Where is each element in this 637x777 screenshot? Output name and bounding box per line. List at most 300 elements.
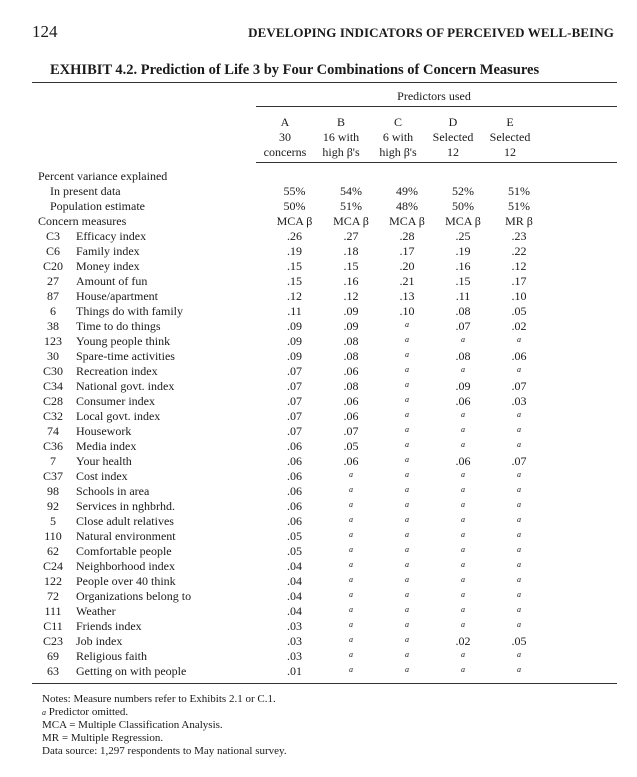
omitted-marker: a xyxy=(349,665,353,674)
omitted-marker: a xyxy=(517,335,521,344)
value-cell xyxy=(435,514,491,529)
value-cell xyxy=(379,574,435,589)
table-row xyxy=(38,274,547,289)
value-cell: .05 xyxy=(511,634,527,648)
omitted-marker: a xyxy=(405,605,409,614)
value-cell xyxy=(435,619,491,634)
measure-number: C34 xyxy=(42,379,63,393)
omitted-marker: a xyxy=(405,320,409,329)
section-label: Percent variance explained xyxy=(38,169,168,183)
value-cell xyxy=(379,349,435,364)
note-line: Data source: 1,297 respondents to May national survey. xyxy=(42,745,287,757)
data-table xyxy=(38,169,547,679)
column-header-line3: 12 xyxy=(447,145,459,159)
coef-label: MCA β xyxy=(333,214,369,228)
value-cell xyxy=(379,469,435,484)
omitted-marker: a xyxy=(517,605,521,614)
omitted-marker: a xyxy=(517,425,521,434)
table-row xyxy=(38,364,547,379)
measure-number: 87 xyxy=(47,289,59,303)
omitted-marker: a xyxy=(517,575,521,584)
value-cell: .05 xyxy=(511,304,527,318)
omitted-marker: a xyxy=(461,575,465,584)
omitted-marker: a xyxy=(461,470,465,479)
value-cell xyxy=(379,499,435,514)
table-row xyxy=(38,244,547,259)
omitted-marker: a xyxy=(405,665,409,674)
omitted-marker: a xyxy=(349,560,353,569)
value-cell: .11 xyxy=(287,304,302,318)
omitted-marker: a xyxy=(461,530,465,539)
omitted-marker: a xyxy=(349,575,353,584)
omitted-marker: a xyxy=(405,410,409,419)
measure-label: Friends index xyxy=(76,619,142,633)
column-header-line3: high β's xyxy=(379,145,417,159)
value-cell xyxy=(491,559,547,574)
measure-number: C37 xyxy=(42,469,63,483)
value-cell xyxy=(491,424,547,439)
column-header-letter: E xyxy=(506,115,514,129)
measure-number: 74 xyxy=(47,424,59,438)
omitted-marker: a xyxy=(517,500,521,509)
value-cell: .12 xyxy=(511,259,527,273)
notes xyxy=(42,693,287,758)
value-cell xyxy=(379,379,435,394)
measure-number: 72 xyxy=(47,589,59,603)
value-cell: .07 xyxy=(511,379,527,393)
measure-label: Getting on with people xyxy=(76,664,187,678)
value-cell: 49% xyxy=(396,184,418,198)
value-cell xyxy=(323,544,379,559)
omitted-marker: a xyxy=(405,395,409,404)
measure-number: 63 xyxy=(47,664,59,678)
value-cell: .19 xyxy=(455,244,471,258)
column-header-line3: high β's xyxy=(322,145,360,159)
value-cell: .03 xyxy=(287,634,302,648)
value-cell: .06 xyxy=(455,454,471,468)
omitted-marker: a xyxy=(517,410,521,419)
column-header-letter: C xyxy=(393,115,402,129)
measure-label: Efficacy index xyxy=(76,229,147,243)
measure-label: Young people think xyxy=(76,334,171,348)
column-header-letter: D xyxy=(448,115,458,129)
value-cell: .26 xyxy=(287,229,302,243)
measure-label: People over 40 think xyxy=(76,574,176,588)
group-header: Predictors used xyxy=(397,89,471,103)
measure-label: Comfortable people xyxy=(76,544,172,558)
measure-number: 122 xyxy=(44,574,62,588)
value-cell: .10 xyxy=(511,289,527,303)
value-cell: .04 xyxy=(287,559,302,573)
omitted-marker: a xyxy=(349,605,353,614)
value-cell: .07 xyxy=(343,424,359,438)
value-cell xyxy=(323,559,379,574)
omitted-marker: a xyxy=(349,530,353,539)
measure-label: Things do with family xyxy=(76,304,183,318)
value-cell: .05 xyxy=(343,439,359,453)
omitted-marker: a xyxy=(517,650,521,659)
value-cell xyxy=(491,469,547,484)
value-cell xyxy=(379,334,435,349)
measure-label: Job index xyxy=(76,634,123,648)
omitted-marker: a xyxy=(461,485,465,494)
value-cell: .23 xyxy=(511,229,527,243)
value-cell: .06 xyxy=(343,454,359,468)
value-cell: .08 xyxy=(455,349,471,363)
value-cell xyxy=(379,394,435,409)
value-cell xyxy=(379,454,435,469)
coef-label: MCA β xyxy=(389,214,425,228)
value-cell xyxy=(491,589,547,604)
value-cell xyxy=(323,514,379,529)
value-cell xyxy=(491,604,547,619)
measure-label: Close adult relatives xyxy=(76,514,174,528)
measure-label: Religious faith xyxy=(76,649,147,663)
value-cell xyxy=(435,499,491,514)
value-cell: .20 xyxy=(399,259,415,273)
value-cell xyxy=(491,544,547,559)
omitted-marker: a xyxy=(517,590,521,599)
omitted-marker: a xyxy=(349,545,353,554)
value-cell: .28 xyxy=(399,229,415,243)
omitted-marker: a xyxy=(461,425,465,434)
value-cell: .18 xyxy=(343,244,359,258)
value-cell: .06 xyxy=(287,499,302,513)
value-cell: .21 xyxy=(399,274,415,288)
value-cell: 54% xyxy=(340,184,362,198)
omitted-marker: a xyxy=(517,515,521,524)
value-cell xyxy=(491,529,547,544)
value-cell: .06 xyxy=(287,439,302,453)
measure-number: 7 xyxy=(50,454,56,468)
value-cell: .09 xyxy=(343,304,359,318)
column-header-letter: A xyxy=(280,115,290,129)
table-row xyxy=(38,589,547,604)
value-cell xyxy=(323,649,379,664)
measure-number: 27 xyxy=(47,274,59,288)
value-cell xyxy=(491,439,547,454)
omitted-marker: a xyxy=(517,440,521,449)
value-cell xyxy=(435,664,491,679)
value-cell: .08 xyxy=(455,304,471,318)
row-label: In present data xyxy=(50,184,121,198)
column-header-line2: Selected xyxy=(432,130,474,144)
omitted-marker: a xyxy=(349,500,353,509)
value-cell: .02 xyxy=(511,319,527,333)
measure-label: Services in nghbrhd. xyxy=(76,499,175,513)
measure-number: C11 xyxy=(43,619,63,633)
measure-label: Organizations belong to xyxy=(76,589,192,603)
value-cell xyxy=(379,424,435,439)
table-row xyxy=(38,454,547,469)
value-cell: .03 xyxy=(287,649,302,663)
table-row xyxy=(38,574,547,589)
value-cell: .08 xyxy=(343,334,359,348)
measure-label: Family index xyxy=(76,244,140,258)
value-cell: .08 xyxy=(343,349,359,363)
value-cell: .16 xyxy=(455,259,471,273)
value-cell xyxy=(323,574,379,589)
value-cell: .11 xyxy=(455,289,471,303)
value-cell xyxy=(379,604,435,619)
omitted-marker: a xyxy=(405,335,409,344)
omitted-marker: a xyxy=(517,530,521,539)
value-cell xyxy=(379,364,435,379)
note-line: Notes: Measure numbers refer to Exhibits 2.1 or C.1. xyxy=(42,693,276,705)
table-row xyxy=(38,619,547,634)
top-rule xyxy=(32,82,617,83)
measure-label: Your health xyxy=(76,454,132,468)
value-cell: .07 xyxy=(287,409,302,423)
value-cell: .07 xyxy=(287,379,302,393)
value-cell: .07 xyxy=(287,394,302,408)
measure-number: C20 xyxy=(42,259,63,273)
empty-cell xyxy=(323,169,379,184)
value-cell xyxy=(435,649,491,664)
measure-label: Amount of fun xyxy=(76,274,148,288)
value-cell xyxy=(379,664,435,679)
measure-number: 92 xyxy=(47,499,59,513)
measure-number: 62 xyxy=(47,544,59,558)
value-cell xyxy=(379,589,435,604)
value-cell: .09 xyxy=(287,349,302,363)
omitted-marker: a xyxy=(461,665,465,674)
empty-cell xyxy=(491,169,547,184)
omitted-marker: a xyxy=(405,500,409,509)
empty-cell xyxy=(435,169,491,184)
omitted-marker: a xyxy=(461,620,465,629)
table-row xyxy=(38,304,547,319)
value-cell xyxy=(379,409,435,424)
value-cell xyxy=(435,469,491,484)
measure-label: Consumer index xyxy=(76,394,155,408)
header-bottom-rule xyxy=(256,162,617,163)
value-cell xyxy=(491,499,547,514)
measure-label: Schools in area xyxy=(76,484,150,498)
value-cell: .15 xyxy=(287,259,302,273)
column-header-line2: 16 with xyxy=(322,130,360,144)
value-cell: .03 xyxy=(511,394,527,408)
table-row xyxy=(38,379,547,394)
value-cell: .06 xyxy=(511,349,527,363)
value-cell: .12 xyxy=(287,289,302,303)
value-cell xyxy=(435,364,491,379)
value-cell xyxy=(323,619,379,634)
value-cell: .07 xyxy=(511,454,527,468)
omitted-marker: a xyxy=(42,708,46,717)
omitted-marker: a xyxy=(461,410,465,419)
value-cell xyxy=(435,604,491,619)
value-cell: .09 xyxy=(455,379,471,393)
value-cell xyxy=(435,424,491,439)
value-cell: .06 xyxy=(343,394,359,408)
value-cell: .09 xyxy=(287,334,302,348)
omitted-marker: a xyxy=(517,545,521,554)
coef-label: MR β xyxy=(505,214,533,228)
table-row xyxy=(38,394,547,409)
row-label: Population estimate xyxy=(50,199,145,213)
table-row xyxy=(38,229,547,244)
value-cell: .16 xyxy=(343,274,359,288)
omitted-marker: a xyxy=(405,530,409,539)
table-row xyxy=(38,439,547,454)
value-cell: .09 xyxy=(343,319,359,333)
value-cell xyxy=(379,544,435,559)
value-cell xyxy=(379,649,435,664)
measure-number: 123 xyxy=(44,334,62,348)
variance-row xyxy=(38,184,547,199)
value-cell xyxy=(379,439,435,454)
measure-number: C23 xyxy=(42,634,63,648)
note-text: Predictor omitted. xyxy=(46,706,129,718)
omitted-marker: a xyxy=(405,485,409,494)
omitted-marker: a xyxy=(517,470,521,479)
value-cell xyxy=(379,619,435,634)
omitted-marker: a xyxy=(461,650,465,659)
omitted-marker: a xyxy=(517,665,521,674)
value-cell: 55% xyxy=(283,184,306,198)
value-cell: .06 xyxy=(287,454,302,468)
measure-number: 6 xyxy=(50,304,56,318)
value-cell xyxy=(491,334,547,349)
measure-label: Natural environment xyxy=(76,529,176,543)
measure-number: C3 xyxy=(45,229,60,243)
table-row xyxy=(38,259,547,274)
measure-number: 5 xyxy=(50,514,56,528)
value-cell xyxy=(323,604,379,619)
table-row xyxy=(38,499,547,514)
omitted-marker: a xyxy=(349,635,353,644)
value-cell: 51% xyxy=(508,199,530,213)
value-cell xyxy=(379,634,435,649)
omitted-marker: a xyxy=(461,545,465,554)
value-cell xyxy=(323,469,379,484)
measure-number: 38 xyxy=(47,319,59,333)
value-cell xyxy=(323,589,379,604)
omitted-marker: a xyxy=(405,380,409,389)
omitted-marker: a xyxy=(349,485,353,494)
value-cell: 51% xyxy=(508,184,530,198)
measure-label: Housework xyxy=(76,424,132,438)
omitted-marker: a xyxy=(349,470,353,479)
table-row xyxy=(38,604,547,619)
value-cell: .06 xyxy=(455,394,471,408)
note-line xyxy=(42,706,287,719)
table-row xyxy=(38,289,547,304)
value-cell: .15 xyxy=(343,259,359,273)
value-cell: 48% xyxy=(396,199,418,213)
value-cell: .08 xyxy=(343,379,359,393)
value-cell: .02 xyxy=(455,634,471,648)
value-cell xyxy=(435,589,491,604)
measure-number: C28 xyxy=(42,394,63,408)
table-row xyxy=(38,634,547,649)
value-cell: .17 xyxy=(399,244,415,258)
value-cell xyxy=(491,409,547,424)
column-header-line2: 30 xyxy=(279,130,291,144)
measure-label: Weather xyxy=(76,604,116,618)
omitted-marker: a xyxy=(405,365,409,374)
table-row xyxy=(38,409,547,424)
page-number: 124 xyxy=(32,22,58,41)
measure-label: Cost index xyxy=(76,469,128,483)
value-cell xyxy=(323,529,379,544)
omitted-marker: a xyxy=(461,515,465,524)
coef-label: MCA β xyxy=(276,214,313,228)
value-cell xyxy=(323,499,379,514)
value-cell: .25 xyxy=(455,229,471,243)
section-row xyxy=(38,169,547,184)
exhibit-title: EXHIBIT 4.2. Prediction of Life 3 by Four Combinations of Concern Measures xyxy=(50,62,540,78)
value-cell: .22 xyxy=(511,244,527,258)
value-cell: .03 xyxy=(287,619,302,633)
section-row xyxy=(38,214,547,229)
value-cell: .06 xyxy=(287,484,302,498)
measure-number: 111 xyxy=(44,604,62,618)
table-row xyxy=(38,514,547,529)
table-row xyxy=(38,559,547,574)
value-cell: .07 xyxy=(287,364,302,378)
omitted-marker: a xyxy=(405,635,409,644)
value-cell xyxy=(491,649,547,664)
value-cell: .10 xyxy=(399,304,415,318)
value-cell: 52% xyxy=(452,184,474,198)
measure-number: C32 xyxy=(42,409,63,423)
omitted-marker: a xyxy=(405,650,409,659)
omitted-marker: a xyxy=(517,365,521,374)
note-line: MCA = Multiple Classification Analysis. xyxy=(42,719,223,731)
omitted-marker: a xyxy=(405,425,409,434)
value-cell xyxy=(379,514,435,529)
value-cell xyxy=(491,484,547,499)
value-cell: .17 xyxy=(511,274,527,288)
running-head: DEVELOPING INDICATORS OF PERCEIVED WELL-BEING xyxy=(248,25,614,40)
measure-label: Time to do things xyxy=(76,319,161,333)
table-row xyxy=(38,349,547,364)
value-cell xyxy=(491,619,547,634)
measure-number: C30 xyxy=(42,364,63,378)
value-cell xyxy=(491,364,547,379)
measure-number: 30 xyxy=(47,349,59,363)
column-header-line3: concerns xyxy=(263,145,307,159)
omitted-marker: a xyxy=(405,350,409,359)
column-header-line3: 12 xyxy=(504,145,516,159)
omitted-marker: a xyxy=(405,560,409,569)
measure-label: Local govt. index xyxy=(76,409,161,423)
bottom-rule xyxy=(32,683,617,684)
value-cell xyxy=(379,484,435,499)
value-cell xyxy=(435,409,491,424)
value-cell xyxy=(323,484,379,499)
value-cell xyxy=(379,529,435,544)
omitted-marker: a xyxy=(461,590,465,599)
value-cell: .04 xyxy=(287,604,302,618)
value-cell: .07 xyxy=(287,424,302,438)
value-cell xyxy=(379,559,435,574)
omitted-marker: a xyxy=(461,500,465,509)
table-row xyxy=(38,664,547,679)
omitted-marker: a xyxy=(461,560,465,569)
value-cell xyxy=(379,319,435,334)
omitted-marker: a xyxy=(349,650,353,659)
table-row xyxy=(38,424,547,439)
omitted-marker: a xyxy=(405,590,409,599)
measure-label: Recreation index xyxy=(76,364,158,378)
value-cell: 51% xyxy=(340,199,362,213)
section-label: Concern measures xyxy=(38,214,127,228)
value-cell: 50% xyxy=(452,199,474,213)
value-cell xyxy=(491,514,547,529)
